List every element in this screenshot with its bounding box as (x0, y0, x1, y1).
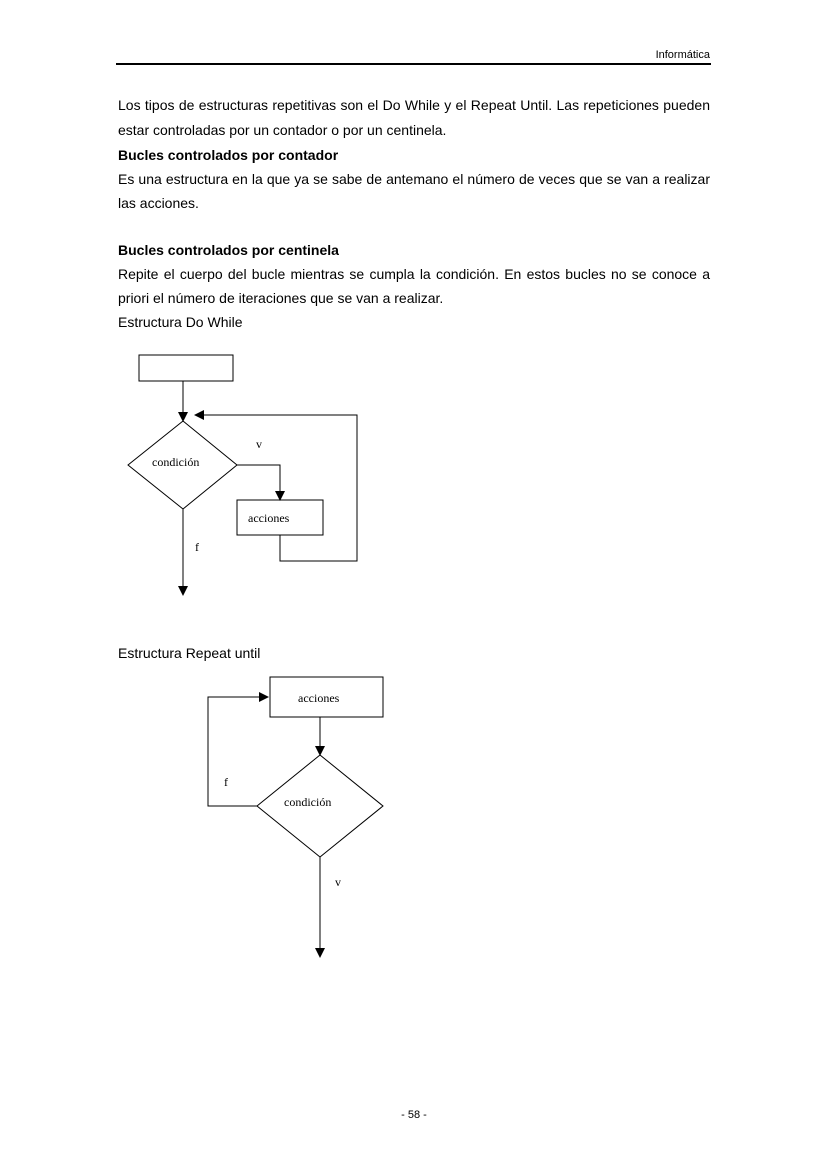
running-header: Informática (655, 49, 710, 61)
true-label: v (256, 437, 262, 451)
section-heading: Bucles controlados por contador (118, 147, 339, 163)
repeat-until-diagram (208, 677, 383, 957)
arrow (237, 465, 280, 500)
true-label: v (335, 875, 341, 889)
condition-label: condición (152, 455, 200, 469)
false-label: f (195, 540, 199, 554)
actions-label: acciones (248, 511, 290, 525)
paragraph-line: Es una estructura en la que ya se sabe de antemano el número de veces que se van a realizar (118, 171, 710, 187)
page-number: - 58 - (401, 1109, 427, 1121)
condition-label: condición (284, 795, 332, 809)
section-heading: Bucles controlados por centinela (118, 242, 339, 258)
start-box (139, 355, 233, 381)
do-while-diagram (128, 355, 357, 595)
paragraph-line: priori el número de iteraciones que se van a realizar. (118, 290, 444, 306)
figure-caption: Estructura Repeat until (118, 645, 261, 661)
loop-arrow (208, 697, 268, 806)
figure-caption: Estructura Do While (118, 314, 243, 330)
paragraph-line: estar controladas por un contador o por un centinela. (118, 122, 447, 138)
paragraph-line: las acciones. (118, 195, 199, 211)
actions-label: acciones (298, 691, 340, 705)
paragraph-line: Los tipos de estructuras repetitivas son el Do While y el Repeat Until. Las repeticiones pueden (118, 97, 710, 113)
paragraph-line: Repite el cuerpo del bucle mientras se cumpla la condición. En estos bucles no se conoce a (118, 266, 710, 282)
loop-arrow (195, 415, 357, 561)
false-label: f (224, 775, 228, 789)
